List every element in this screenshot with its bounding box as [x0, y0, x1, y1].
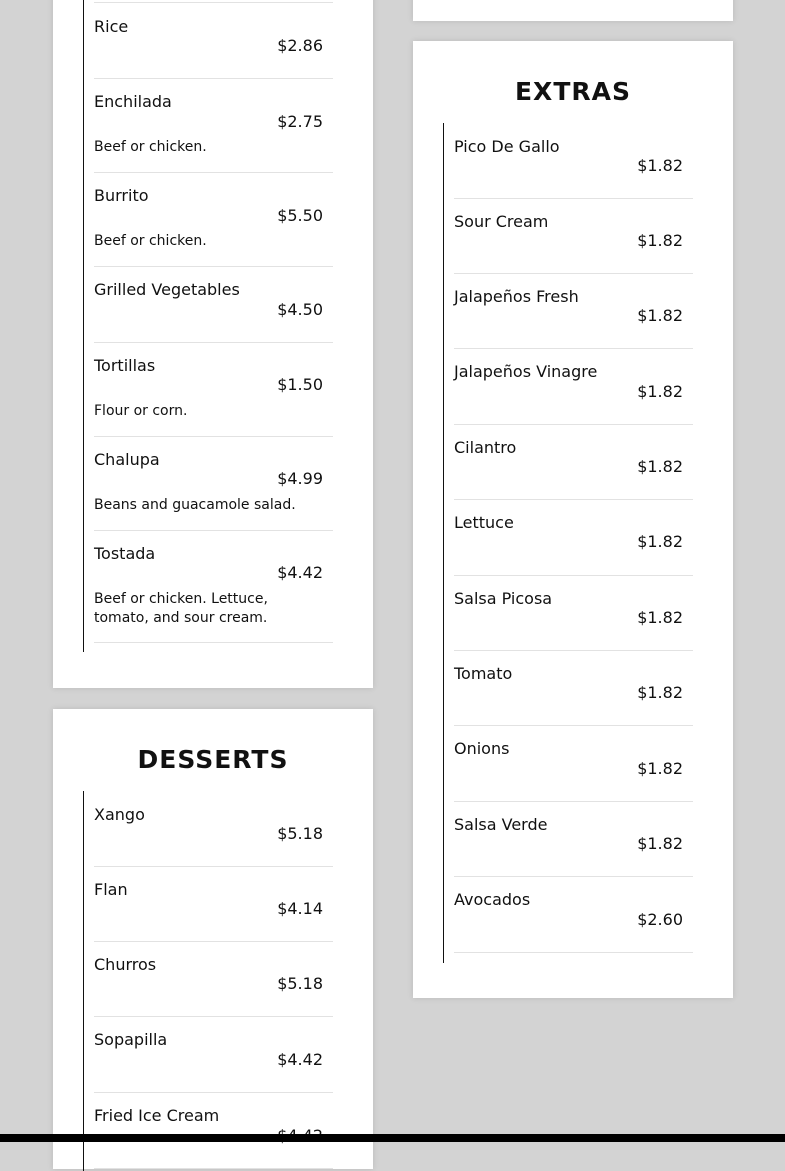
- menu-item: [94, 267, 333, 343]
- menu-item: [94, 173, 333, 267]
- menu-item: [94, 437, 333, 531]
- menu-item: [94, 3, 333, 79]
- menu-item: [454, 199, 693, 274]
- menu-item: [454, 425, 693, 500]
- item-price: $1.82: [637, 683, 683, 702]
- item-description: Beef or chicken.: [94, 139, 207, 155]
- item-price: $1.50: [277, 375, 323, 394]
- item-price: $1.82: [637, 231, 683, 250]
- extras-list: [443, 123, 694, 963]
- menu-item: [454, 651, 693, 726]
- item-price: $1.82: [637, 306, 683, 325]
- item-name: Salsa Picosa: [454, 589, 553, 608]
- section-title: DESSERTS: [137, 745, 289, 774]
- item-price: $1.82: [637, 156, 683, 175]
- item-price: $2.60: [637, 910, 683, 929]
- item-name: Xango: [94, 805, 145, 824]
- desserts-list: [83, 791, 334, 1171]
- item-price: $2.75: [277, 112, 323, 131]
- item-name: Grilled Vegetables: [94, 280, 240, 299]
- item-price: $4.42: [277, 1050, 323, 1069]
- item-description: Beans and guacamole salad.: [94, 497, 296, 513]
- item-name: Tostada: [94, 544, 156, 563]
- item-name: Tomato: [454, 664, 513, 683]
- item-name: Fried Ice Cream: [94, 1106, 220, 1125]
- item-name: Salsa Verde: [454, 815, 548, 834]
- menu-item: [454, 802, 693, 877]
- main-dishes-list: [83, 0, 334, 652]
- item-name: Burrito: [94, 186, 149, 205]
- item-price: $2.86: [277, 36, 323, 55]
- item-name: Sopapilla: [94, 1030, 168, 1049]
- item-price: $4.14: [277, 899, 323, 918]
- menu-item: [94, 942, 333, 1017]
- main-dishes-card: [53, 0, 373, 688]
- item-name: Jalapeños Vinagre: [454, 362, 598, 381]
- item-name: Cilantro: [454, 438, 517, 457]
- item-price: $1.82: [637, 382, 683, 401]
- item-name: Chalupa: [94, 450, 160, 469]
- menu-item: [454, 576, 693, 651]
- bottom-bar: [0, 1134, 785, 1142]
- menu-item: [454, 274, 693, 349]
- item-price: $4.42: [277, 563, 323, 582]
- item-name: Flan: [94, 880, 128, 899]
- item-description: Beef or chicken.: [94, 233, 207, 249]
- desserts-card: [53, 709, 373, 1169]
- item-price: $5.50: [277, 206, 323, 225]
- item-name: Tortillas: [94, 356, 156, 375]
- item-price: $1.82: [637, 834, 683, 853]
- extras-card: [413, 41, 733, 998]
- item-name: Sour Cream: [454, 212, 549, 231]
- item-price: $1.82: [637, 532, 683, 551]
- item-name: Avocados: [454, 890, 531, 909]
- menu-item: [94, 867, 333, 942]
- item-name: Enchilada: [94, 92, 172, 111]
- item-price: $1.82: [637, 457, 683, 476]
- item-description: Beef or chicken. Lettuce, tomato, and sour cream.: [94, 591, 268, 626]
- item-description: Flour or corn.: [94, 403, 188, 419]
- item-price: $5.18: [277, 824, 323, 843]
- item-price: $1.82: [637, 759, 683, 778]
- menu-item: [94, 531, 333, 643]
- menu-item: [454, 726, 693, 802]
- item-name: Lettuce: [454, 513, 514, 532]
- item-name: Onions: [454, 739, 510, 758]
- previous-card: [413, 0, 733, 21]
- item-name: Churros: [94, 955, 157, 974]
- item-price: $5.18: [277, 974, 323, 993]
- item-price: $4.50: [277, 300, 323, 319]
- item-price: $1.82: [637, 608, 683, 627]
- menu-item: [94, 343, 333, 437]
- item-name: Rice: [94, 17, 129, 36]
- menu-item: [94, 791, 333, 867]
- menu-item: [454, 123, 693, 199]
- section-title: EXTRAS: [514, 77, 631, 106]
- item-name: Pico De Gallo: [454, 137, 560, 156]
- item-name: Jalapeños Fresh: [454, 287, 579, 306]
- menu-item: [94, 1017, 333, 1093]
- menu-item: [454, 877, 693, 953]
- menu-item: [94, 79, 333, 173]
- menu-item: [454, 500, 693, 576]
- item-price: $4.99: [277, 469, 323, 488]
- menu-item: [454, 349, 693, 425]
- menu-item: [94, 1093, 333, 1169]
